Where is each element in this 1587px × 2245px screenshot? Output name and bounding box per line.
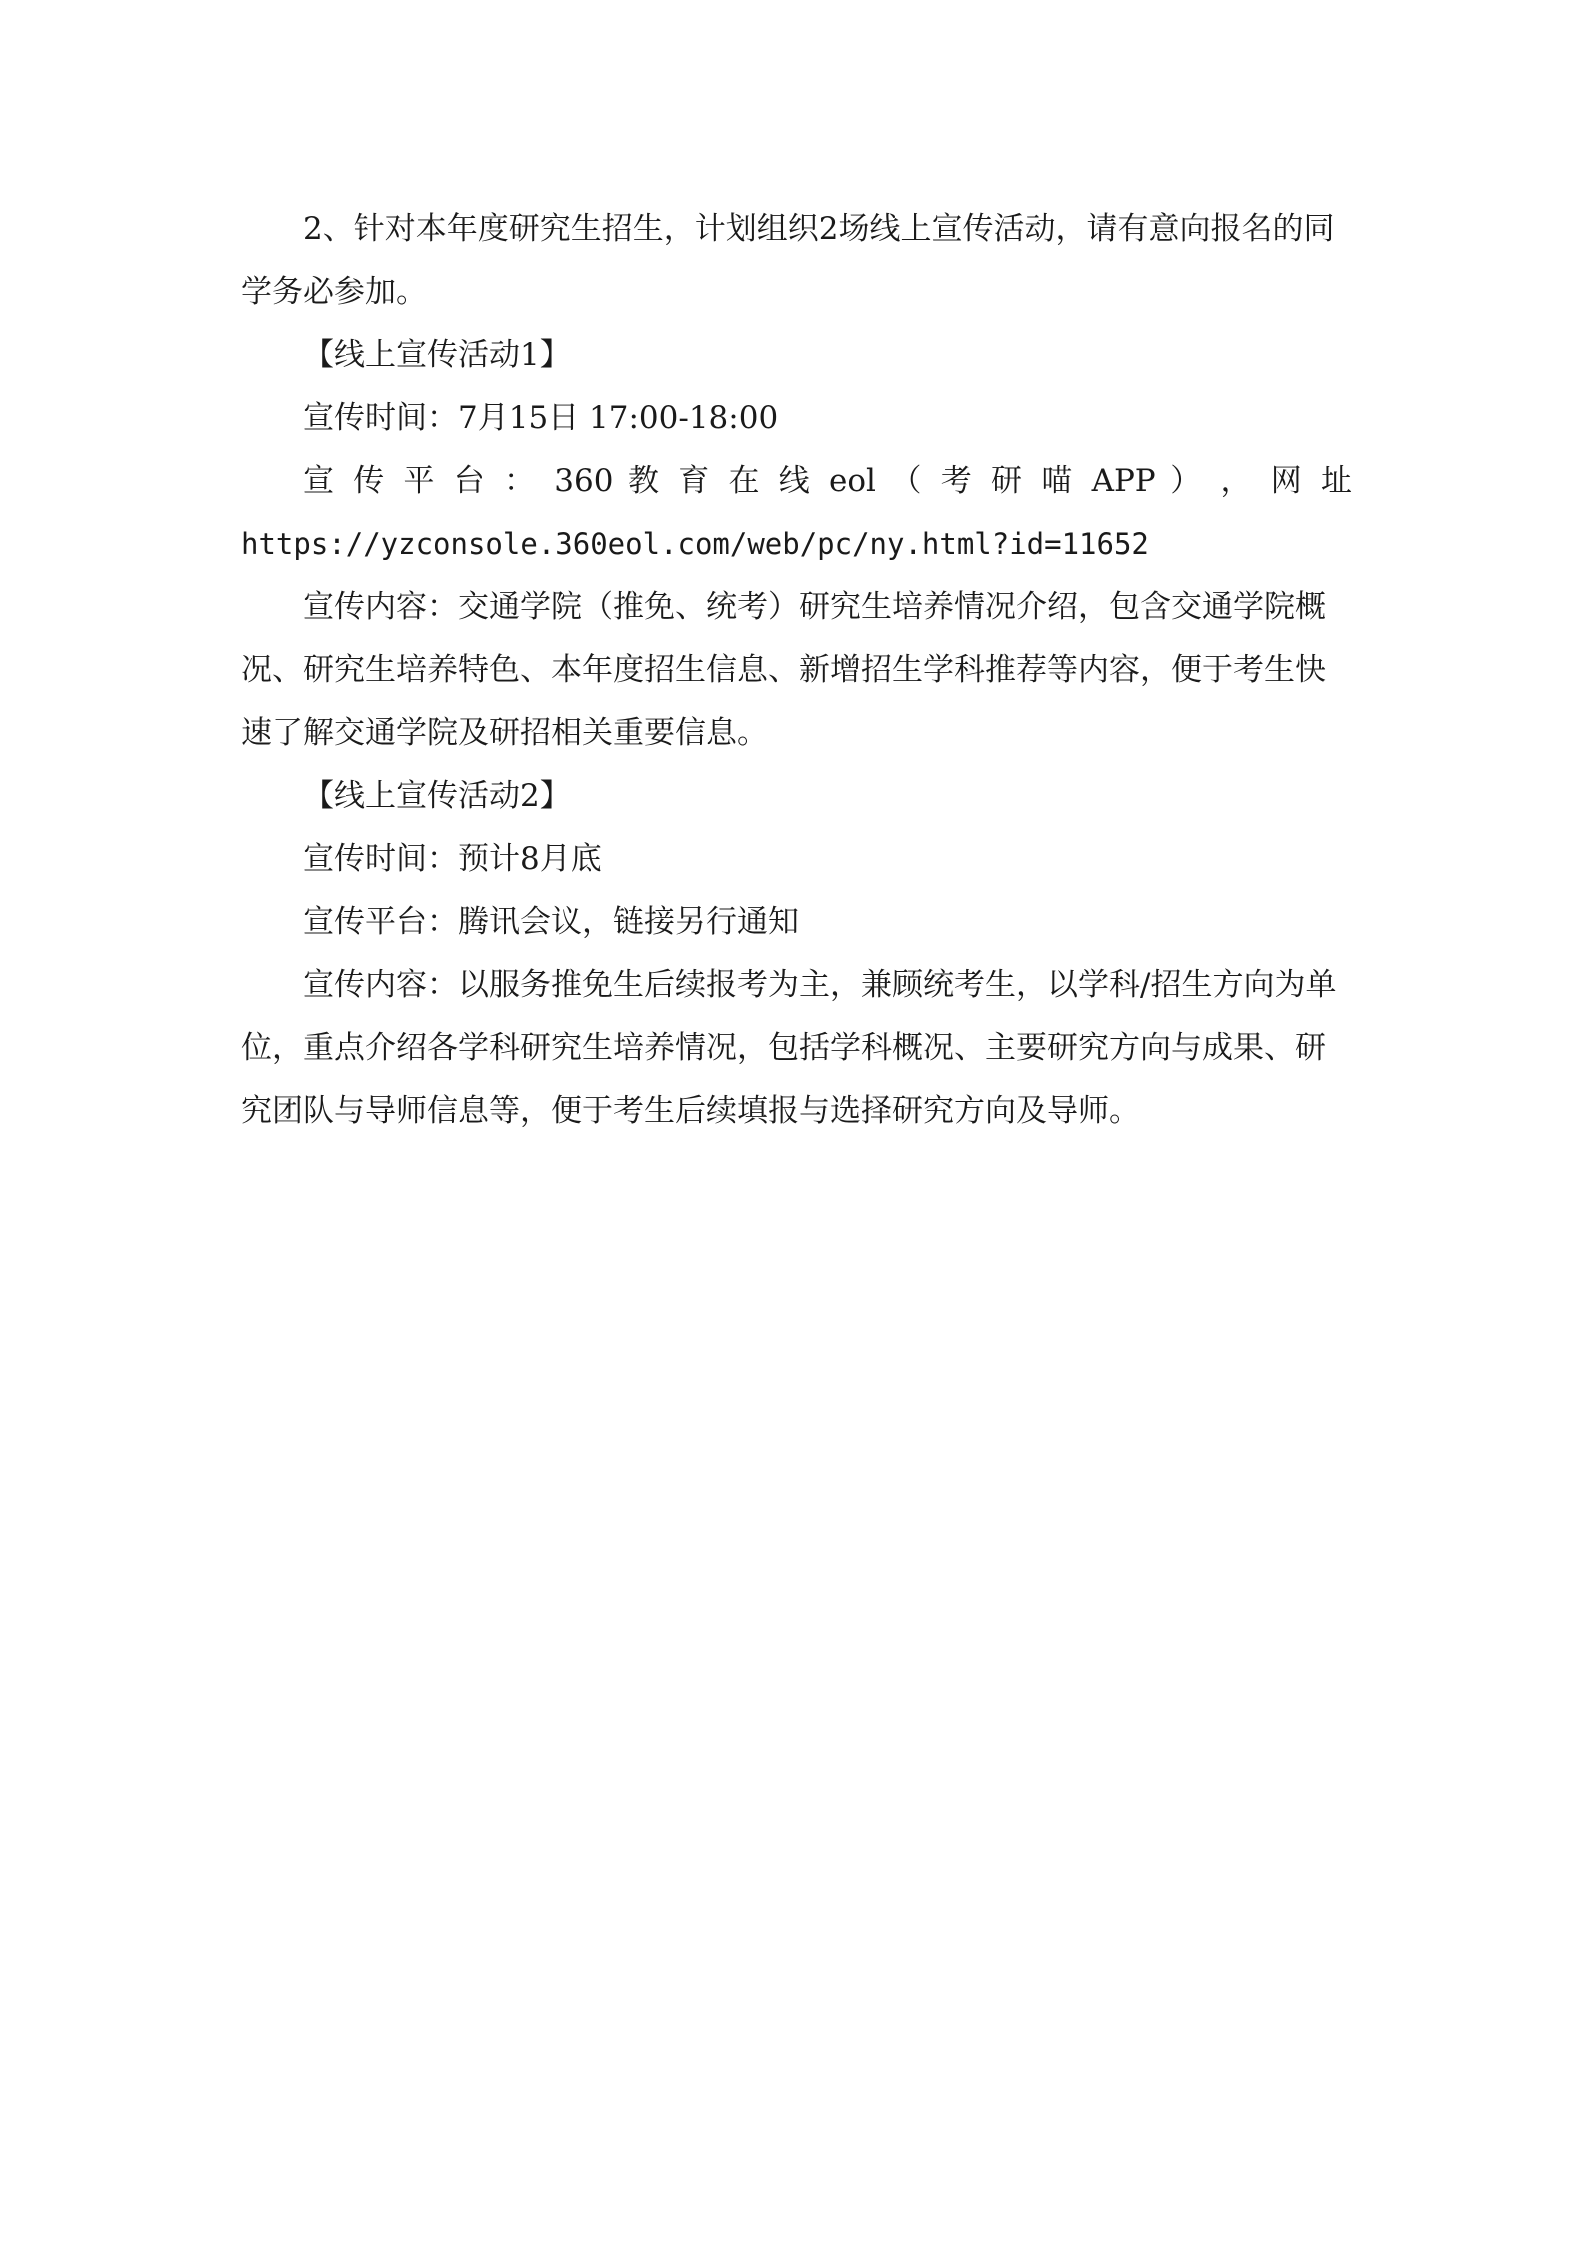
activity1-heading: 【线上宣传活动1】 <box>303 337 571 373</box>
activity2-heading: 【线上宣传活动2】 <box>303 778 571 814</box>
activity2-time: 宣传时间：预计8月底 <box>303 841 602 877</box>
activity1-url-link[interactable]: https://yzconsole.360eol.com/web/pc/ny.html?id=11652 <box>241 527 1149 561</box>
activity1-platform: 宣 传 平 台 ： 360 教 育 在 线 eol （ 考 研 喵 APP ） ， 网 址 <box>303 463 1352 499</box>
activity2-platform: 宣传平台：腾讯会议，链接另行通知 <box>303 904 799 940</box>
intro-paragraph: 2、针对本年度研究生招生，计划组织2场线上宣传活动，请有意向报名的同学务必参加。 <box>241 211 1335 310</box>
activity1-time: 宣传时间：7月15日 17:00-18:00 <box>303 400 779 436</box>
activity1-content: 宣传内容：交通学院（推免、统考）研究生培养情况介绍，包含交通学院概况、研究生培养特色、本年度招生信息、新增招生学科推荐等内容，便于考生快速了解交通学院及研招相关重要信息。 <box>241 589 1326 751</box>
document-body <box>241 198 1352 1143</box>
activity2-content: 宣传内容：以服务推免生后续报考为主，兼顾统考生，以学科/招生方向为单位，重点介绍各学科研究生培养情况，包括学科概况、主要研究方向与成果、研究团队与导师信息等，便于考生后续填报与选择研究方向及导师。 <box>241 967 1337 1129</box>
